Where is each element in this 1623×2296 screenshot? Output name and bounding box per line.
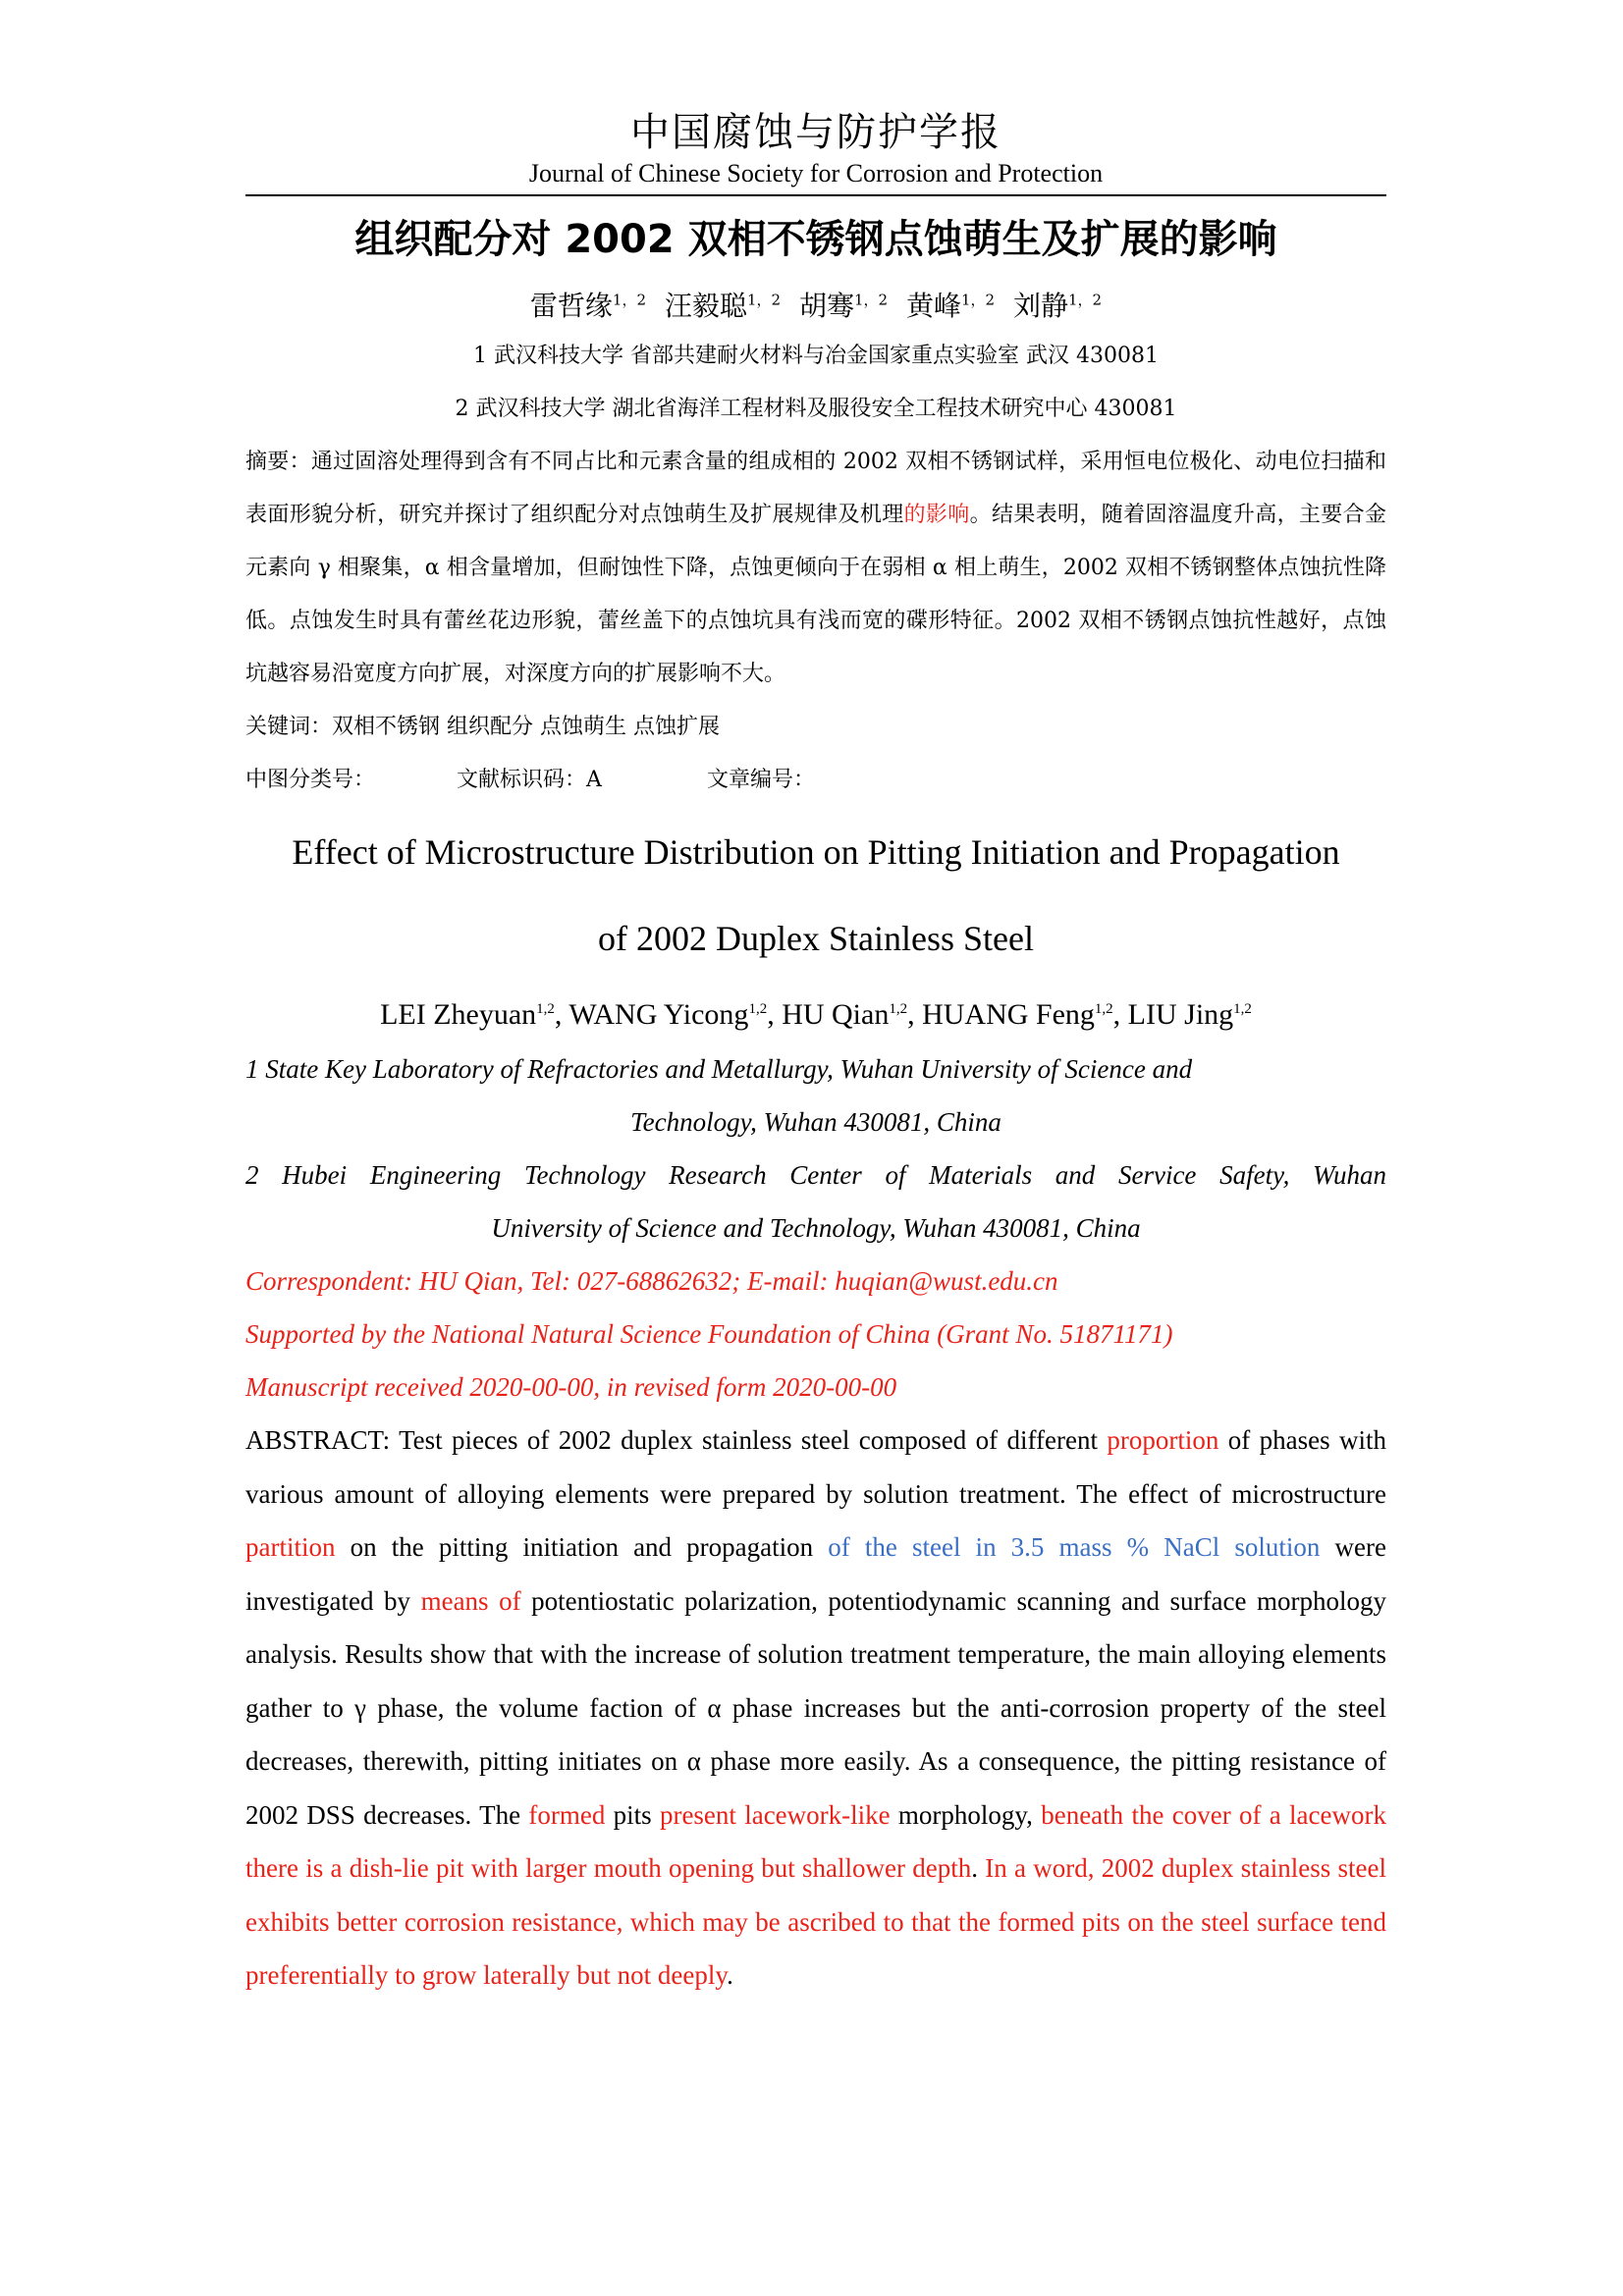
affiliation-cn-1: 1 武汉科技大学 省部共建耐火材料与冶金国家重点实验室 武汉 430081 <box>473 344 1159 368</box>
funding-note: Supported by the National Natural Science Foundation of China (Grant No. 51871171) <box>245 1319 1173 1349</box>
author-cn: 雷哲缘$^{1,2}$ <box>529 290 647 322</box>
affiliation-en-2: 2 Hubei Engineering Technology Research Center of Materials and Service Safety, Wuhan University of Science and Technology, Wuhan 430081, China <box>245 1160 1386 1243</box>
article-number-label: 文章编号： <box>707 768 816 792</box>
manuscript-dates: Manuscript received 2020-00-00, in revised form 2020-00-00 <box>245 1372 897 1402</box>
classification-line <box>245 754 1386 807</box>
author-list-cn <box>245 285 1386 324</box>
doc-code: 文献标识码：A <box>457 768 602 792</box>
abstract-en: ABSTRACT: Test pieces of 2002 duplex stainless steel composed of different proportion of phases with various amount of alloying elements were prepared by solution treatment. The effect of microstructure partition on the pitting initiation and propagation of the steel in 3.5 mass % NaCl solution were investigated by means of potentiostatic polarization, potentiodynamic scanning and surface morphology analysis. Results show that with the increase of solution treatment temperature, the main alloying elements gather to γ phase, the volume faction of α phase increases but the anti-corrosion property of the steel decreases, therewith, pitting initiates on α phase more easily. As a consequence, the pitting resistance of 2002 DSS decreases. The formed pits present lacework-like morphology, beneath the cover of a lacework there is a dish-lie pit with larger mouth opening but shallower depth. In a word, 2002 duplex stainless steel exhibits better corrosion resistance, which may be ascribed to that the formed pits on the steel surface tend preferentially to grow laterally but not deeply. <box>245 1425 1387 1990</box>
correspondent: Correspondent: HU Qian, Tel: 027-68862632; E-mail: huqian@wust.edu.cn <box>245 1266 1058 1296</box>
paper-page <box>245 108 1386 2002</box>
paper-title-en: Effect of Microstructure Distribution on Pitting Initiation and Propagation of 2002 Duplex Stainless Steel <box>292 832 1340 958</box>
abstract-cn: 摘要：通过固溶处理得到含有不同占比和元素含量的组成相的 2002 双相不锈钢试样，采用恒电位极化、动电位扫描和表面形貌分析，研究并探讨了组织配分对点蚀萌生及扩展规律及机理的影响。结果表明，随着固溶温度升高，主要合金元素向 γ 相聚集，α 相含量增加，但耐蚀性下降，点蚀更倾向于在弱相 α 相上萌生，2002 双相不锈钢整体点蚀抗性降低。点蚀发生时具有蕾丝花边形貌，蕾丝盖下的点蚀坑具有浅而宽的碟形特征。2002 双相不锈钢点蚀抗性越好，点蚀坑越容易沿宽度方向扩展，对深度方向的扩展影响不大。 <box>245 450 1386 686</box>
paper-title-cn: 组织配分对 2002 双相不锈钢点蚀萌生及扩展的影响 <box>354 217 1277 262</box>
journal-name-cn: 中国腐蚀与防护学报 <box>630 110 1001 155</box>
author-cn: 刘静$^{1,2}$ <box>1012 290 1103 322</box>
author-list-en: LEI Zheyuan$^{1,2}$, WANG Yicong$^{1,2}$, HU Qian$^{1,2}$, HUANG Feng$^{1,2}$, LIU Jing$^{1,2}$ <box>380 998 1252 1031</box>
clc-label: 中图分类号： <box>245 768 376 792</box>
author-cn: 汪毅聪$^{1,2}$ <box>664 290 782 322</box>
affiliation-en-1: 1 State Key Laboratory of Refractories and Metallurgy, Wuhan University of Science and Technology, Wuhan 430081, China <box>245 1054 1193 1137</box>
journal-name-en: Journal of Chinese Society for Corrosion and Protection <box>245 157 1386 196</box>
keywords-cn: 关键词：双相不锈钢 组织配分 点蚀萌生 点蚀扩展 <box>245 715 720 739</box>
author-cn: 黄峰$^{1,2}$ <box>905 290 996 322</box>
affiliation-cn-2: 2 武汉科技大学 湖北省海洋工程材料及服役安全工程技术研究中心 430081 <box>455 397 1177 421</box>
author-cn: 胡骞$^{1,2}$ <box>798 290 889 322</box>
